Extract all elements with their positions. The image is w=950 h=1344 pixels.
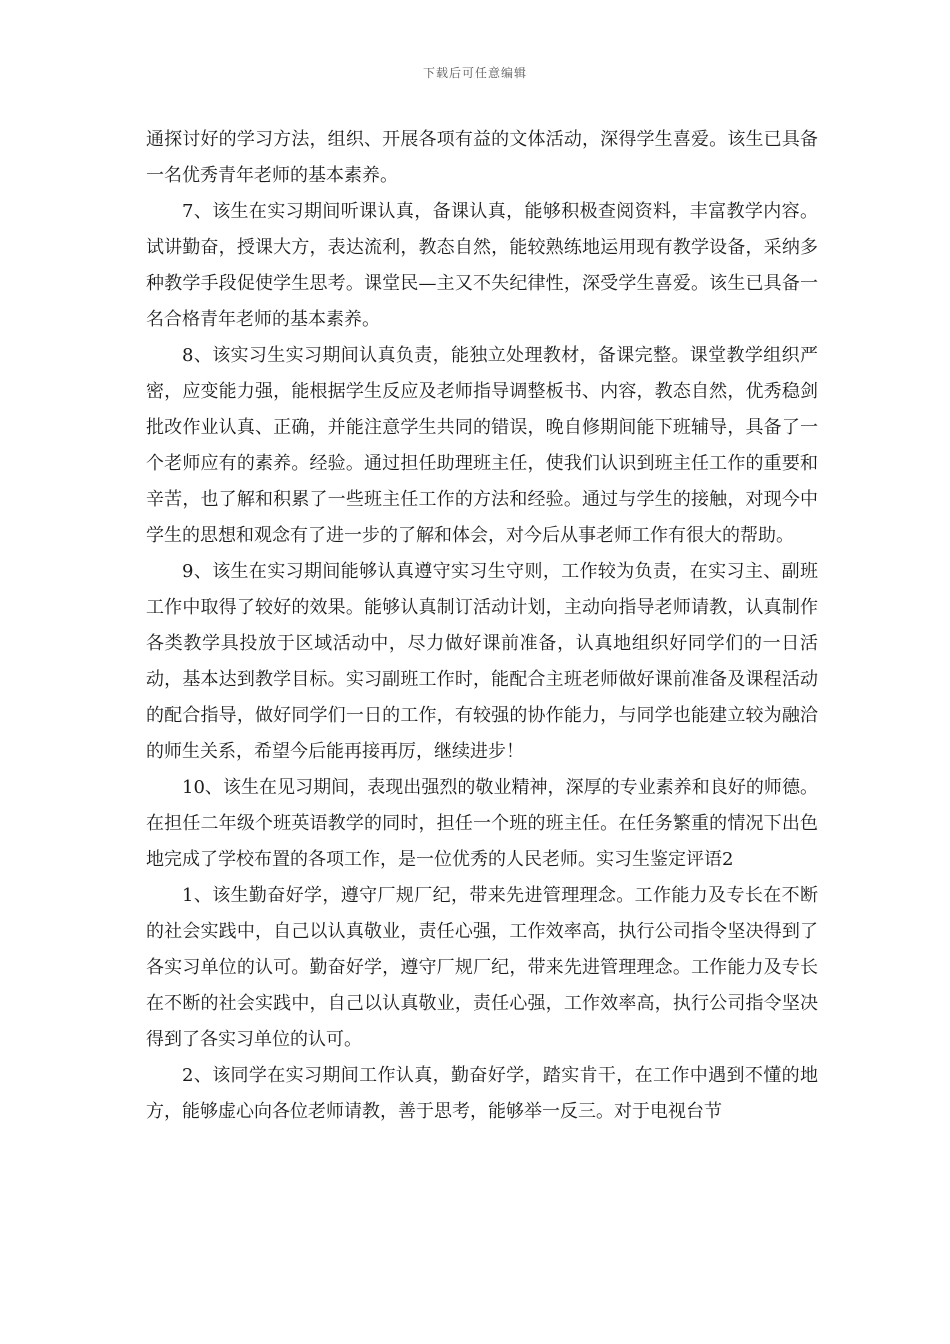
paragraph-item-9: 9、该生在实习期间能够认真遵守实习生守则，工作较为负责，在实习主、副班工作中取得了较好的效果。能够认真制订活动计划，主动向指导老师请教，认真制作各类教学具投放于区域活动中，尽力做好课前准备，认真地组织好同学们的一日活动，基本达到教学目标。实习副班工作时，能配合主班老师做好课前准备及课程活动的配合指导，做好同学们一日的工作，有较强的协作能力，与同学也能建立较为融洽的师生关系，希望今后能再接再厉，继续进步！ — [146, 561, 818, 762]
paragraph-item-10: 10、该生在见习期间，表现出强烈的敬业精神，深厚的专业素养和良好的师德。在担任二年级个班英语教学的同时，担任一个班的班主任。在任务繁重的情况下出色地完成了学校布置的各项工作，是一位优秀的人民老师。实习生鉴定评语2 — [146, 777, 818, 870]
paragraph-item-1: 1、该生勤奋好学，遵守厂规厂纪，带来先进管理理念。工作能力及专长在不断的社会实践中，自己以认真敬业，责任心强，工作效率高，执行公司指令坚决得到了各实习单位的认可。勤奋好学，遵守厂规厂纪，带来先进管理理念。工作能力及专长在不断的社会实践中，自己以认真敬业，责任心强，工作效率高，执行公司指令坚决得到了各实习单位的认可。 — [146, 885, 818, 1050]
paragraph-item-8: 8、该实习生实习期间认真负责，能独立处理教材，备课完整。课堂教学组织严密，应变能力强，能根据学生反应及老师指导调整板书、内容，教态自然，优秀稳剑批改作业认真、正确，并能注意学生共同的错误，晚自修期间能下班辅导，具备了一个老师应有的素养。经验。通过担任助理班主任，使我们认识到班主任工作的重要和辛苦，也了解和积累了一些班主任工作的方法和经验。通过与学生的接触，对现今中学生的思想和观念有了进一步的了解和体会，对今后从事老师工作有很大的帮助。 — [146, 345, 818, 546]
paragraph-item-7: 7、该生在实习期间听课认真，备课认真，能够积极查阅资料，丰富教学内容。试讲勤奋，授课大方，表达流利，教态自然，能较熟练地运用现有教学设备，采纳多种教学手段促使学生思考。课堂民—主又不失纪律性，深受学生喜爱。该生已具备一名合格青年老师的基本素养。 — [146, 201, 818, 330]
document-body — [146, 122, 818, 1130]
paragraph-item-2: 2、该同学在实习期间工作认真，勤奋好学，踏实肯干，在工作中遇到不懂的地方，能够虚心向各位老师请教，善于思考，能够举一反三。对于电视台节 — [146, 1065, 818, 1122]
page-header: 下载后可任意编辑 — [422, 66, 527, 80]
paragraph-continuation: 通探讨好的学习方法，组织、开展各项有益的文体活动，深得学生喜爱。该生已具备一名优秀青年老师的基本素养。 — [146, 129, 818, 186]
